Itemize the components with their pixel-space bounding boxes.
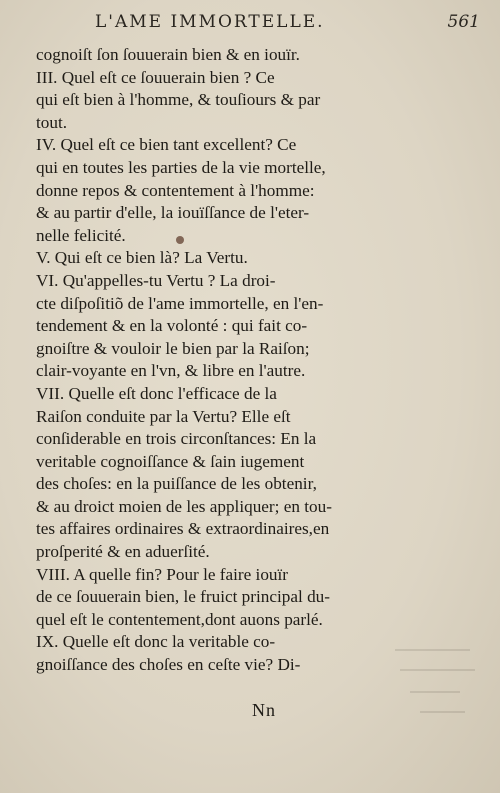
- text-line: VI. Qu'appelles-tu Vertu ? La droi-: [36, 270, 276, 290]
- page-number: 561: [447, 12, 480, 32]
- text-line: qui en toutes les parties de la vie mortelle,: [36, 157, 326, 177]
- text-line: III. Quel eſt ce ſouuerain bien ? Ce: [36, 67, 275, 87]
- text-line: IV. Quel eſt ce bien tant excellent? Ce: [36, 135, 297, 155]
- text-line: gnoiſtre & vouloir le bien par la Raiſon;: [36, 338, 310, 358]
- text-line: gnoiſſance des choſes en ceſte vie? Di-: [36, 655, 301, 675]
- text-line: tendement & en la volonté : qui fait co-: [36, 316, 308, 336]
- catchword: Nn: [252, 700, 276, 720]
- text-line: de ce ſouuerain bien, le fruict principal du-: [36, 587, 330, 607]
- text-line: clair-voyante en l'vn, & libre en l'autre.: [36, 361, 306, 381]
- text-line: & au droict moien de les appliquer; en tou-: [36, 496, 332, 516]
- text-line: nelle felicité.: [36, 225, 126, 245]
- text-line: V. Qui eſt ce bien là? La Vertu.: [36, 248, 248, 268]
- text-line: & au partir d'elle, la iouïſſance de l'eter-: [36, 203, 310, 223]
- text-line: veritable cognoiſſance & ſain iugement: [36, 451, 305, 471]
- text-line: cognoiſt ſon ſouuerain bien & en iouïr.: [36, 45, 300, 64]
- text-line: proſperité & en aduerſité.: [36, 542, 210, 562]
- text-line: donne repos & contentement à l'homme:: [36, 180, 315, 200]
- text-line: quel eſt le contentement,dont auons parlé.: [36, 609, 323, 629]
- text-line: qui eſt bien à l'homme, & touſiours & par: [36, 90, 321, 110]
- text-line: Raiſon conduite par la Vertu? Elle eſt: [36, 406, 291, 426]
- text-line: tes affaires ordinaires & extraordinaires,en: [36, 519, 330, 539]
- running-title: L'AME IMMORTELLE.: [95, 12, 325, 32]
- body-text: [36, 44, 366, 677]
- text-line: tout.: [36, 112, 68, 132]
- text-line: IX. Quelle eſt donc la veritable co-: [36, 632, 276, 652]
- text-line: conſiderable en trois circonſtances: En la: [36, 429, 317, 449]
- show-through-text: [390, 640, 480, 720]
- text-line: cte diſpoſitiõ de l'ame immortelle, en l'en-: [36, 293, 324, 313]
- text-line: des choſes: en la puiſſance de les obtenir,: [36, 474, 317, 494]
- text-line: VIII. A quelle fin? Pour le faire iouïr: [36, 564, 289, 584]
- ink-blot: [176, 236, 184, 244]
- running-header: [95, 12, 480, 36]
- text-line: VII. Quelle eſt donc l'efficace de la: [36, 383, 277, 403]
